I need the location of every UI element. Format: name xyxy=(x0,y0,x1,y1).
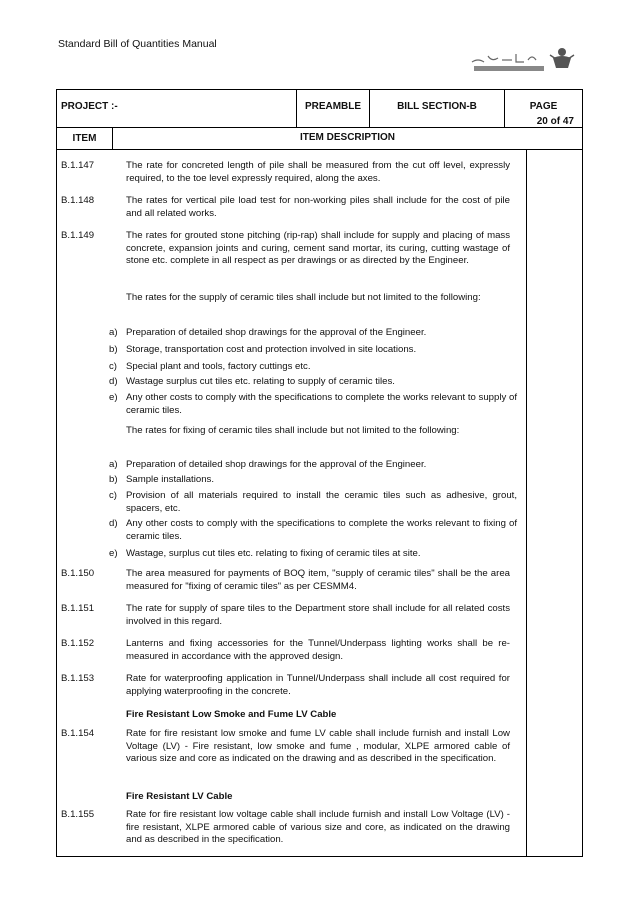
item-description: The rate for concreted length of pile shall be measured from the cut off level, expressly required, to the toe level expressly required, along the axes. xyxy=(126,160,510,184)
list-text: Wastage surplus cut tiles etc. relating to supply of ceramic tiles. xyxy=(126,376,395,387)
list-text: Any other costs to comply with the specifications to complete the works relevant to fixing of ceramic tiles. xyxy=(126,518,517,542)
description-column-header: ITEM DESCRIPTION xyxy=(299,132,395,143)
page-number: 20 of 47 xyxy=(536,116,574,127)
preamble-cell xyxy=(297,90,370,127)
page-cell xyxy=(505,90,582,127)
column-header-row xyxy=(56,128,583,150)
project-cell xyxy=(57,90,297,127)
list-marker: d) xyxy=(109,518,118,529)
item-description: Lanterns and fixing accessories for the Tunnel/Underpass lighting works shall be re-measured in accordance with the approved design. xyxy=(126,638,510,662)
list-text: Any other costs to comply with the specifications to complete the works relevant to supply of ceramic tiles. xyxy=(126,392,517,416)
table-body xyxy=(56,150,583,857)
list-text: Storage, transportation cost and protection involved in site locations. xyxy=(126,344,417,355)
list-marker: a) xyxy=(109,459,118,470)
item-column-header: ITEM xyxy=(57,128,113,149)
list-text: Sample installations. xyxy=(126,474,214,485)
page-label: PAGE xyxy=(529,101,558,112)
list-text: Wastage, surplus cut tiles etc. relating to fixing of ceramic tiles at site. xyxy=(126,548,421,559)
list-marker: b) xyxy=(109,344,118,355)
list-marker: c) xyxy=(109,490,117,501)
preamble-label: PREAMBLE xyxy=(304,101,362,112)
column-divider xyxy=(526,150,527,856)
item-code: B.1.151 xyxy=(61,603,95,614)
list-marker: b) xyxy=(109,474,118,485)
list-marker: d) xyxy=(109,376,118,387)
list-text: Special plant and tools, factory cuttings etc. xyxy=(126,361,311,372)
item-code: B.1.147 xyxy=(61,160,95,171)
item-description: The area measured for payments of BOQ item, "supply of ceramic tiles" shall be the area measured for "fixing of ceramic tiles" as per CESMM4. xyxy=(126,568,510,592)
bill-section-label: BILL SECTION-B xyxy=(397,101,477,112)
item-code: B.1.150 xyxy=(61,568,95,579)
bill-section-cell xyxy=(370,90,505,127)
item-code: B.1.153 xyxy=(61,673,95,684)
list-text: Preparation of detailed shop drawings for the approval of the Engineer. xyxy=(126,459,427,470)
item-code: B.1.152 xyxy=(61,638,95,649)
item-code: B.1.148 xyxy=(61,195,95,206)
list-text: Provision of all materials required to install the ceramic tiles such as adhesive, grout, spacers, etc. xyxy=(126,490,517,514)
department-of-transport-logo xyxy=(462,42,582,74)
list-marker: e) xyxy=(109,392,118,403)
item-description: Rate for waterproofing application in Tunnel/Underpass shall include all cost required for applying waterproofing in the concrete. xyxy=(126,673,510,697)
item-description: Rate for fire resistant low voltage cable shall include furnish and install Low Voltage (LV) - fire resistant, XLPE armored cable of various size and core, as indicated on the drawing and as described in the specification. xyxy=(126,809,510,846)
item-description: The rates for the supply of ceramic tiles shall include but not limited to the following: xyxy=(126,292,481,303)
item-code: B.1.155 xyxy=(61,809,95,820)
item-description: Rate for fire resistant low smoke and fume LV cable shall include furnish and install Low Voltage (LV) - Fire resistant, low smoke and fume , modular, XLPE armored cable of various size and core as indicated on the drawing and as described in the specification. xyxy=(126,728,510,765)
item-code: B.1.154 xyxy=(61,728,95,739)
document-title: Standard Bill of Quantities Manual xyxy=(58,38,217,50)
project-label: PROJECT :- xyxy=(61,101,118,112)
item-description: The rates for fixing of ceramic tiles shall include but not limited to the following: xyxy=(126,425,460,436)
item-description: The rate for supply of spare tiles to the Department store shall include for all related costs involved in this regard. xyxy=(126,603,510,627)
list-marker: e) xyxy=(109,548,118,559)
item-code: B.1.149 xyxy=(61,230,95,241)
section-heading-text: Fire Resistant Low Smoke and Fume LV Cable xyxy=(126,709,337,720)
list-marker: a) xyxy=(109,327,118,338)
list-marker: c) xyxy=(109,361,117,372)
item-description: The rates for grouted stone pitching (rip-rap) shall include for supply and placing of mass concrete, expansion joints and curing, cement sand mortar, its curing, cutting wastage of stone etc. complete in all respect as per drawings or as directed by the Engineer. xyxy=(126,230,510,267)
item-description: The rates for vertical pile load test for non-working piles shall include for the cost of pile and all related works. xyxy=(126,195,510,219)
table-header xyxy=(56,89,583,128)
section-heading-text: Fire Resistant LV Cable xyxy=(126,791,233,802)
list-text: Preparation of detailed shop drawings for the approval of the Engineer. xyxy=(126,327,427,338)
